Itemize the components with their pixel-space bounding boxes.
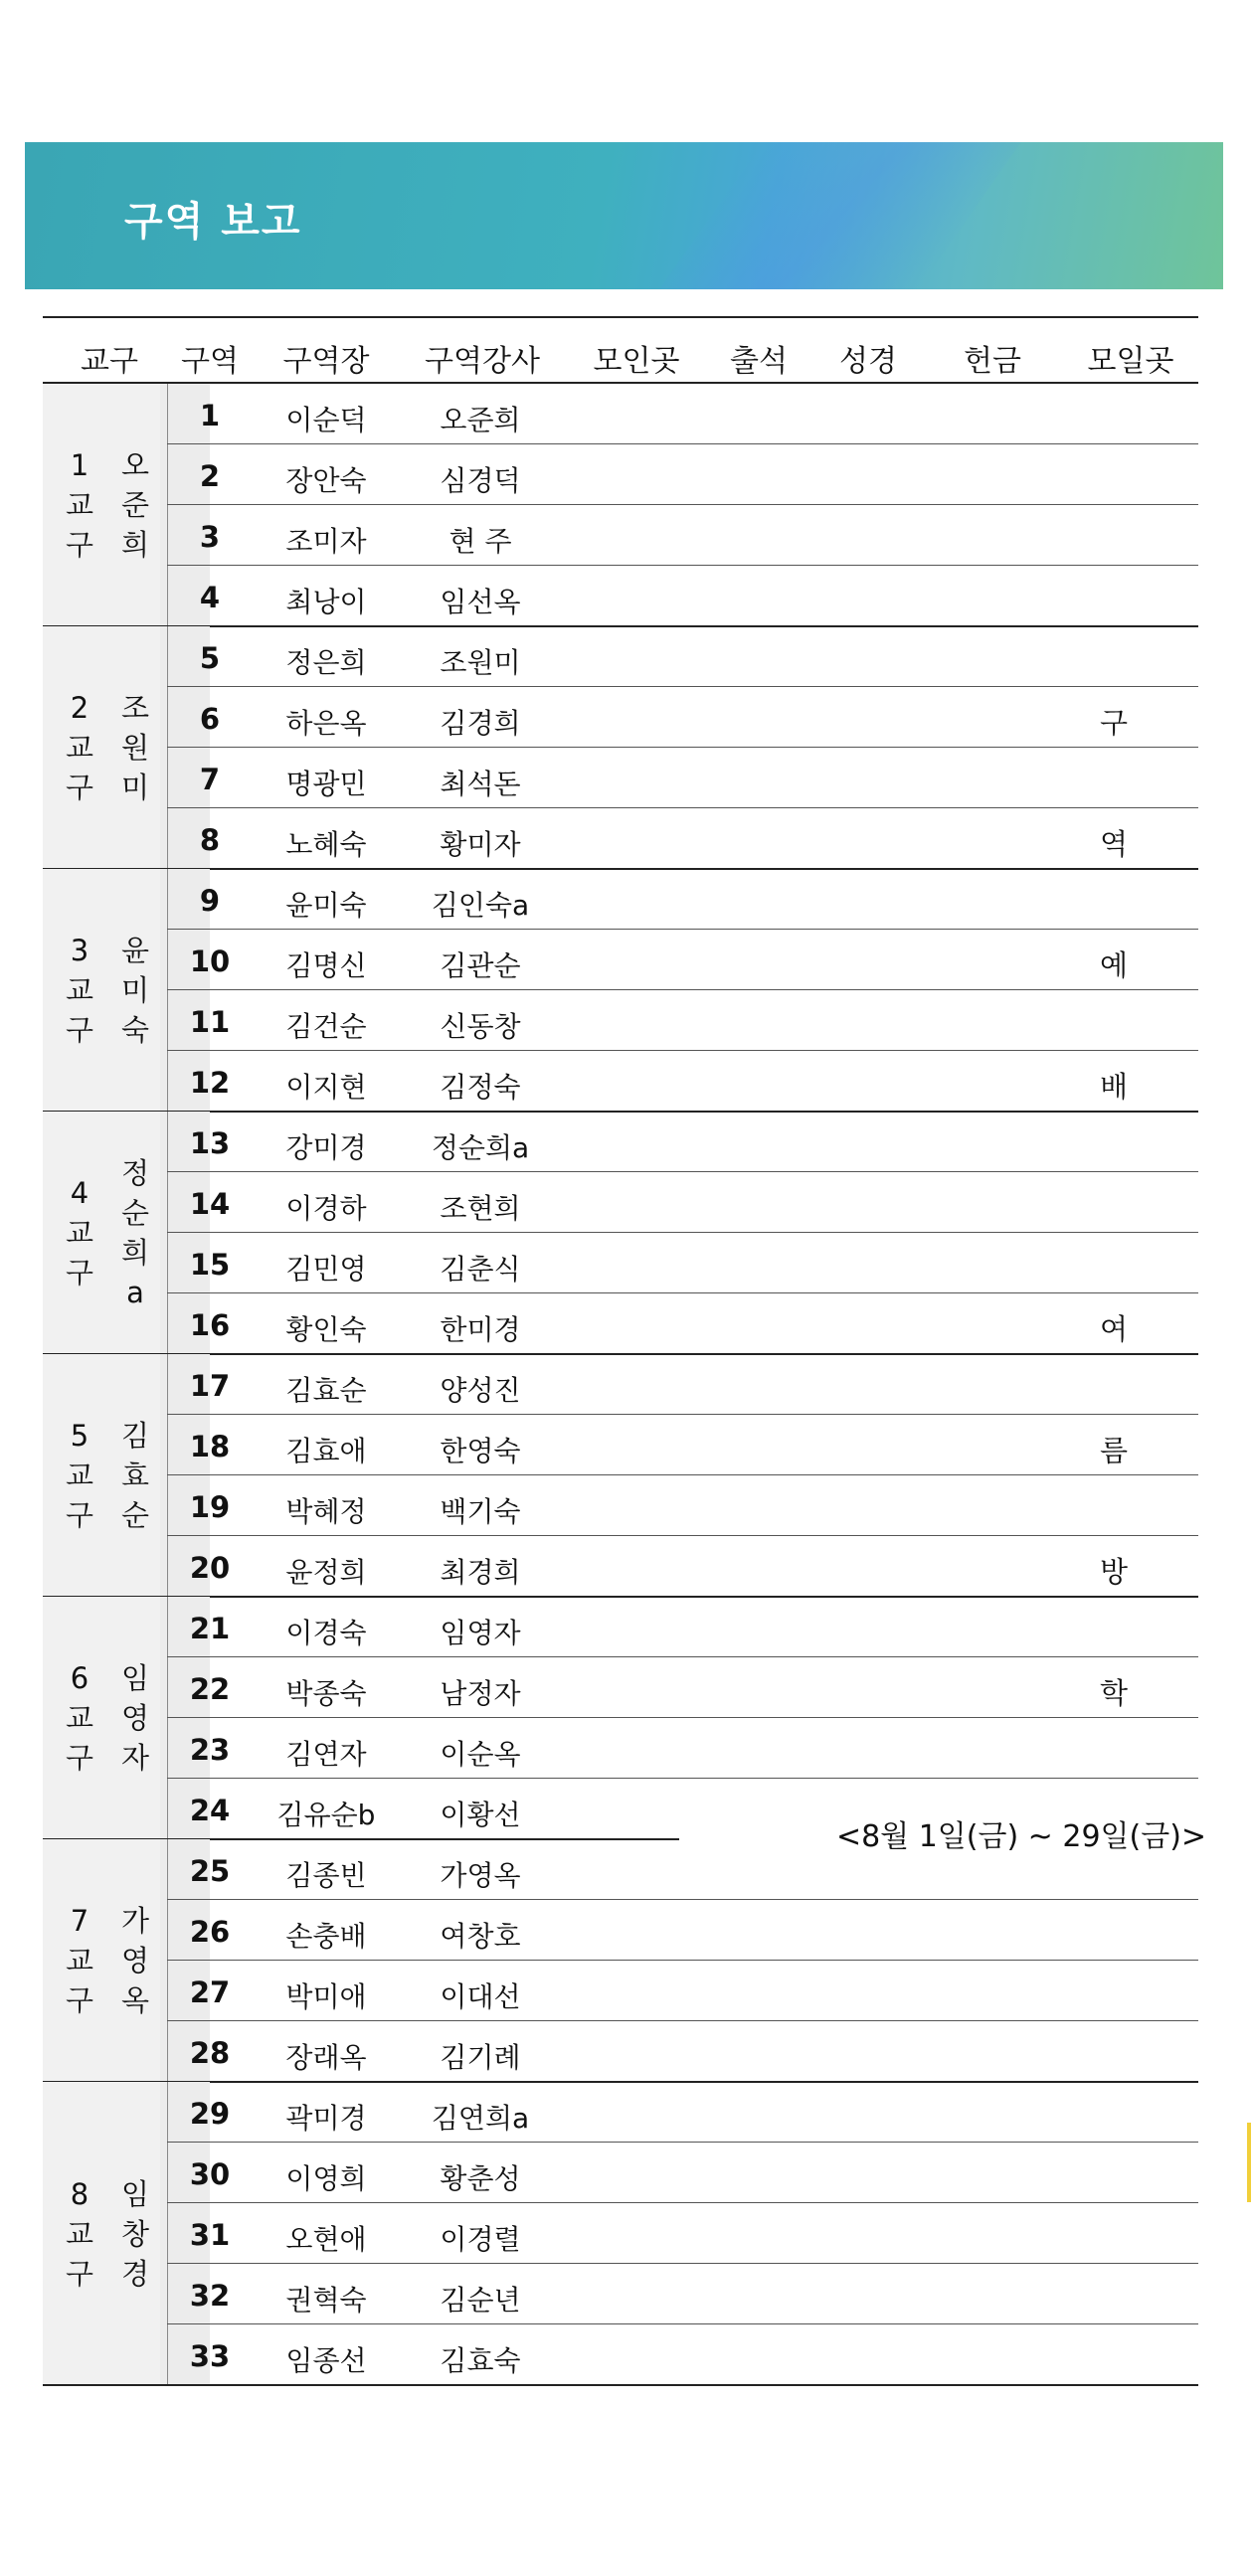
parish-label [65,1901,94,2020]
table-row [167,2264,1198,2324]
district-leader: 박종숙 [285,1677,367,1710]
parish-char-kyo: 교 [65,488,93,522]
pastor-name-char: 원 [120,731,149,765]
district-leader: 장안숙 [285,464,367,497]
district-leader: 이경하 [285,1192,367,1225]
district-teacher: 이순옥 [440,1738,521,1771]
header-meeting-place: 모인곳 [593,344,680,379]
table-row [167,1112,1198,1172]
district-teacher: 현 주 [448,525,512,558]
parish-pastor-name [118,445,152,565]
district-number: 15 [189,1248,231,1282]
pastor-name-char: 자 [120,1741,149,1775]
district-number: 14 [189,1187,231,1221]
pastor-name-char: 김 [120,1419,149,1453]
parish-char-kyo: 교 [65,731,93,765]
pastor-name-char: 미 [120,973,149,1007]
pastor-name-char: a [126,1276,144,1309]
district-number: 6 [199,702,221,736]
header-attendance: 출석 [730,344,788,379]
district-number: 25 [189,1854,231,1888]
district-leader: 손충배 [285,1920,367,1953]
district-number: 22 [189,1672,231,1706]
header-district-teacher: 구역강사 [425,344,540,379]
district-leader: 윤정희 [285,1556,367,1589]
district-leader: 이경숙 [285,1617,367,1649]
table-row [167,1597,1198,1657]
header-bible: 성경 [839,344,897,379]
table-row [167,626,1198,687]
pastor-name-char: 순 [120,1498,149,1532]
district-number: 10 [189,945,231,978]
district-leader: 명광민 [285,768,367,800]
district-number: 24 [189,1794,231,1827]
district-teacher: 여창호 [440,1920,521,1953]
parish-char-gu: 구 [65,771,93,804]
parish-char-kyo: 교 [65,1944,93,1977]
pastor-name-char: 미 [120,771,149,804]
parish-char-gu: 구 [65,1498,93,1532]
district-teacher: 양성진 [440,1374,521,1407]
district-teacher: 최석돈 [440,768,521,800]
district-number: 17 [189,1369,231,1403]
district-teacher: 김경희 [440,707,521,740]
district-leader: 김종빈 [285,1859,367,1892]
district-teacher: 김춘식 [440,1253,521,1286]
pastor-name-char: 숙 [120,1013,149,1047]
district-leader: 강미경 [285,1131,367,1164]
district-number: 33 [189,2339,231,2373]
district-teacher: 김인숙a [431,889,530,922]
district-number: 13 [189,1126,231,1160]
pastor-name-char: 가 [120,1904,149,1938]
district-leader: 권혁숙 [285,2284,367,2317]
pastor-name-char: 오 [120,448,149,482]
offering-note: 름 [1099,1434,1129,1467]
district-teacher: 신동창 [440,1010,521,1043]
district-leader: 김명신 [285,949,367,982]
district-number: 30 [189,2157,231,2191]
district-number: 4 [199,581,221,614]
district-leader: 김효순 [285,1374,367,1407]
parish-char-gu: 구 [65,1013,93,1047]
district-teacher: 김연희a [431,2102,530,2135]
parish-label [65,688,94,807]
parish-char-gu: 구 [65,2256,93,2291]
district-leader: 이지현 [285,1071,367,1104]
pastor-name-char: 임 [120,2176,149,2211]
district-teacher: 가영옥 [440,1859,521,1892]
district-number: 2 [199,459,221,493]
pastor-name-char: 희 [120,1236,149,1270]
pastor-name-char: 정 [120,1156,149,1190]
district-teacher: 김관순 [440,949,521,982]
district-number: 26 [189,1915,231,1949]
district-teacher: 황춘성 [440,2162,521,2195]
parish-pastor-name [118,1901,152,2020]
pastor-name-char: 경 [120,2256,149,2291]
district-leader: 조미자 [285,525,367,558]
district-leader: 박미애 [285,1980,367,2013]
table-row [167,1172,1198,1233]
parish-group [43,1354,1198,1597]
offering-note: 배 [1099,1070,1129,1104]
district-number: 27 [189,1975,231,2009]
district-leader: 김연자 [285,1738,367,1771]
parish-group [43,869,1198,1112]
parish-group [43,1839,1198,2082]
pastor-name-char: 옥 [120,1983,149,2017]
parish-rule [43,2384,1198,2386]
parish-number: 7 [70,1904,90,1938]
table-row [167,1475,1198,1536]
page-edge-marker [1247,2123,1251,2202]
parish-char-kyo: 교 [65,1216,93,1250]
district-leader: 임종선 [285,2344,367,2377]
parish-group [43,626,1198,869]
district-leader: 최낭이 [285,586,367,618]
parish-pastor-name [118,1416,152,1535]
table-row [167,930,1198,990]
table-row [167,1718,1198,1779]
district-number: 5 [199,641,221,675]
table-row [167,1051,1198,1112]
table-header [43,318,1198,382]
district-teacher: 백기숙 [440,1495,521,1528]
table-row [167,1657,1198,1718]
parish-number: 6 [70,1661,90,1695]
district-teacher: 김정숙 [440,1071,521,1104]
district-number: 20 [189,1551,231,1585]
parish-char-gu: 구 [65,1983,93,2017]
district-teacher: 이대선 [440,1980,521,2013]
table-row [167,2082,1198,2143]
district-number: 9 [199,884,221,918]
title-banner [25,142,1223,289]
table-row [167,1900,1198,1961]
offering-note: 여 [1099,1312,1129,1346]
parish-label [65,1658,94,1778]
district-leader: 김민영 [285,1253,367,1286]
parish-char-kyo: 교 [65,1459,93,1492]
district-leader: 이영희 [285,2162,367,2195]
report-period: <8월 1일(금) ~ 29일(금)> [832,1811,1210,1855]
district-teacher: 오준희 [440,404,521,436]
parish-pastor-name [118,931,152,1050]
pastor-name-char: 영 [120,1701,149,1735]
district-number: 29 [189,2097,231,2131]
district-teacher: 이황선 [440,1799,521,1831]
header-offering: 헌금 [964,344,1021,379]
parish-group [43,1597,1198,1839]
district-leader: 박혜정 [285,1495,367,1528]
table-row [167,2143,1198,2203]
parish-number: 2 [70,691,90,725]
district-number: 3 [199,520,221,554]
table-row [167,808,1198,869]
district-number: 12 [189,1066,231,1100]
pastor-name-char: 희 [120,528,149,562]
parish-label [65,2174,94,2294]
district-teacher: 김효숙 [440,2344,521,2377]
table-row [167,1233,1198,1293]
offering-note: 학 [1099,1676,1129,1710]
parish-pastor-name [118,2174,152,2294]
offering-note: 구 [1099,706,1129,740]
parish-group [43,1112,1198,1354]
parish-char-gu: 구 [65,1741,93,1775]
district-teacher: 최경희 [440,1556,521,1589]
table-row [167,384,1198,444]
table-row [167,566,1198,626]
district-teacher: 김기례 [440,2041,521,2074]
district-teacher: 조원미 [440,646,521,679]
header-district: 구역 [181,344,239,379]
table-row [167,990,1198,1051]
district-number: 1 [199,399,221,432]
district-leader: 노혜숙 [285,828,367,861]
header-district-leader: 구역장 [282,344,370,379]
district-leader: 곽미경 [285,2102,367,2135]
district-teacher: 황미자 [440,828,521,861]
table-row [167,2203,1198,2264]
pastor-name-char: 준 [120,488,149,522]
district-teacher: 임영자 [440,1617,521,1649]
district-leader: 하은옥 [285,707,367,740]
pastor-name-char: 조 [120,691,149,725]
table-row [167,2021,1198,2082]
parish-number: 5 [70,1419,90,1453]
pastor-name-char: 영 [120,1944,149,1977]
table-row [167,505,1198,566]
district-leader: 김건순 [285,1010,367,1043]
pastor-name-char: 효 [120,1459,149,1492]
table-row [167,687,1198,748]
table-row [167,748,1198,808]
parish-number: 8 [70,2176,90,2211]
district-teacher: 조현희 [440,1192,521,1225]
offering-note: 방 [1099,1555,1129,1589]
pastor-name-char: 임 [120,1661,149,1695]
table-row [167,1293,1198,1354]
banner-decoration [659,142,1021,289]
district-teacher: 남정자 [440,1677,521,1710]
pastor-name-char: 순 [120,1196,149,1230]
parish-number: 1 [70,448,90,482]
district-leader: 정은희 [285,646,367,679]
pastor-name-char: 창 [120,2216,149,2251]
district-number: 18 [189,1430,231,1463]
table-row [167,869,1198,930]
parish-group [43,2082,1198,2385]
table-row [167,1961,1198,2021]
table-row [167,1415,1198,1475]
table-row [167,1536,1198,1597]
header-parish: 교구 [81,344,138,379]
district-leader: 장래옥 [285,2041,367,2074]
district-number: 21 [189,1612,231,1645]
district-teacher: 이경렬 [440,2223,521,2256]
district-leader: 김효애 [285,1435,367,1467]
district-leader: 이순덕 [285,404,367,436]
district-teacher: 한영숙 [440,1435,521,1467]
district-leader: 황인숙 [285,1313,367,1346]
district-number: 23 [189,1733,231,1767]
parish-label [65,1416,94,1535]
parish-char-gu: 구 [65,1256,93,1289]
pastor-name-char: 윤 [120,934,149,967]
district-number: 28 [189,2036,231,2070]
table-row [167,1354,1198,1415]
parish-number: 3 [70,934,90,967]
district-teacher: 김순년 [440,2284,521,2317]
parish-char-gu: 구 [65,528,93,562]
district-teacher: 한미경 [440,1313,521,1346]
district-number: 7 [199,763,221,796]
district-leader: 김유순b [276,1799,376,1831]
district-number: 19 [189,1490,231,1524]
header-next-place: 모일곳 [1087,344,1174,379]
district-number: 11 [189,1005,231,1039]
district-number: 31 [189,2218,231,2252]
parish-group [43,384,1198,626]
district-leader: 오현애 [285,2223,367,2256]
parish-char-kyo: 교 [65,2216,93,2251]
table-row [167,444,1198,505]
parish-label [65,445,94,565]
parish-char-kyo: 교 [65,973,93,1007]
parish-pastor-name [118,1658,152,1778]
parish-label [65,931,94,1050]
page-title: 구역 보고 [124,199,302,245]
parish-number: 4 [70,1176,90,1210]
offering-note: 예 [1099,948,1129,982]
district-number: 32 [189,2279,231,2313]
table-row [167,2324,1198,2385]
district-number: 8 [199,823,221,857]
parish-char-kyo: 교 [65,1701,93,1735]
district-teacher: 심경덕 [440,464,521,497]
district-number: 16 [189,1308,231,1342]
district-teacher: 정순희a [431,1131,530,1164]
district-teacher: 임선옥 [440,586,521,618]
parish-pastor-name [118,1153,152,1312]
parish-pastor-name [118,688,152,807]
district-leader: 윤미숙 [285,889,367,922]
parish-label [65,1173,94,1292]
offering-note: 역 [1099,827,1129,861]
